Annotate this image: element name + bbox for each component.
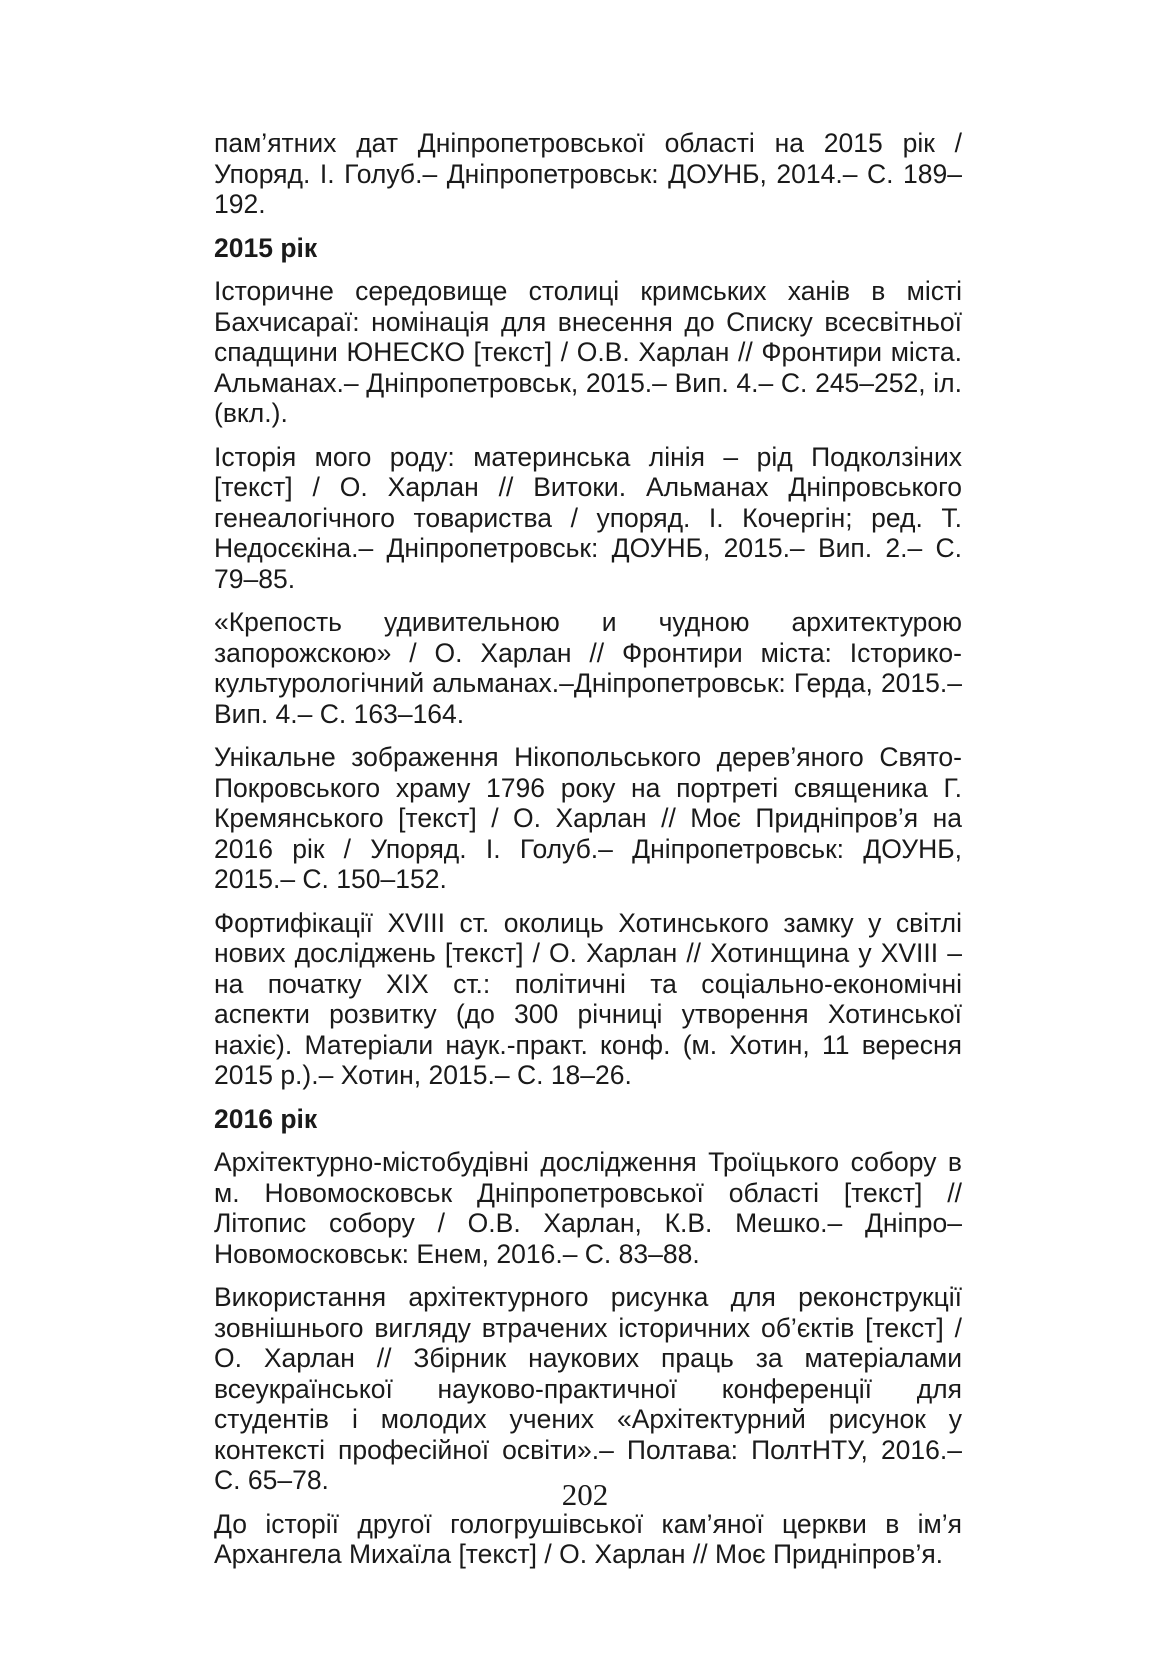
intro-paragraph: пам’ятних дат Дніпропетровської області на 2015 рік / Упоряд. І. Голуб.– Дніпропетровськ: ДОУНБ, 2014.– С. 189–192. — [214, 128, 962, 219]
bibliography-entry: Унікальне зображення Нікопольського дерев’яного Свято-Покровського храму 1796 року на портреті священика Г. Кремянського [текст] / О. Харлан // Моє Придніпров’я на 2016 рік / Упоряд. І. Голуб.– Дніпропетровськ: ДОУНБ, 2015.– С. 150–152. — [214, 742, 962, 894]
bibliography-entry: Історичне середовище столиці кримських ханів в місті Бахчисараї: номінація для внесення до Списку всесвітньої спадщини ЮНЕСКО [текст] / О.В. Харлан // Фронтири міста. Альманах.– Дніпропетровськ, 2015.– Вип. 4.– С. 245–252, іл. (вкл.). — [214, 276, 962, 428]
bibliography-entry: До історії другої гологрушівської кам’яної церкви в ім’я Архангела Михаїла [текст] / О. Харлан // Моє Придніпров’я. — [214, 1508, 962, 1569]
bibliography-entry: Фортифікації XVIII ст. околиць Хотинського замку у світлі нових досліджень [текст] / О. Харлан // Хотинщина у XVIII – на початку XIX ст.: політичні та соціально-економічні аспекти розвитку (до 300 річниці утворення Хотинської нахіє). Матеріали наук.-практ. конф. (м. Хотин, 11 вересня 2015 р.).– Хотин, 2015.– С. 18–26. — [214, 907, 962, 1090]
page-content — [214, 128, 962, 1583]
bibliography-entry: Використання архітектурного рисунка для реконструкції зовнішнього вигляду втрачених історичних об’єктів [текст] / О. Харлан // Збірник наукових праць за матеріалами всеукраїнської науково-практичної конференції для студентів і молодих учених «Архітектурний рисунок у контексті професійної освіти».– Полтава: ПолтНТУ, 2016.– С. 65–78. — [214, 1282, 962, 1495]
bibliography-entry: Історія мого роду: материнська лінія – рід Подколзіних [текст] / О. Харлан // Витоки. Альманах Дніпровського генеалогічного товариства / упоряд. І. Кочергін; ред. Т. Недосєкіна.– Дніпропетровськ: ДОУНБ, 2015.– Вип. 2.– С. 79–85. — [214, 441, 962, 594]
bibliography-entry: «Крепость удивительною и чудною архитектурою запорожскою» / О. Харлан // Фронтири міста: Історико-культурологічний альманах.–Дніпропетровськ: Герда, 2015.– Вип. 4.– С. 163–164. — [214, 607, 962, 729]
year-heading-2016: 2016 рік — [214, 1103, 318, 1134]
page-number: 202 — [561, 1477, 609, 1512]
year-heading-2015: 2015 рік — [214, 232, 318, 263]
bibliography-entry: Архітектурно-містобудівні дослідження Троїцького собору в м. Новомосковськ Дніпропетровської області [текст] // Літопис собору / О.В. Харлан, К.В. Мешко.– Дніпро–Новомосковськ: Енем, 2016.– С. 83–88. — [214, 1147, 962, 1269]
